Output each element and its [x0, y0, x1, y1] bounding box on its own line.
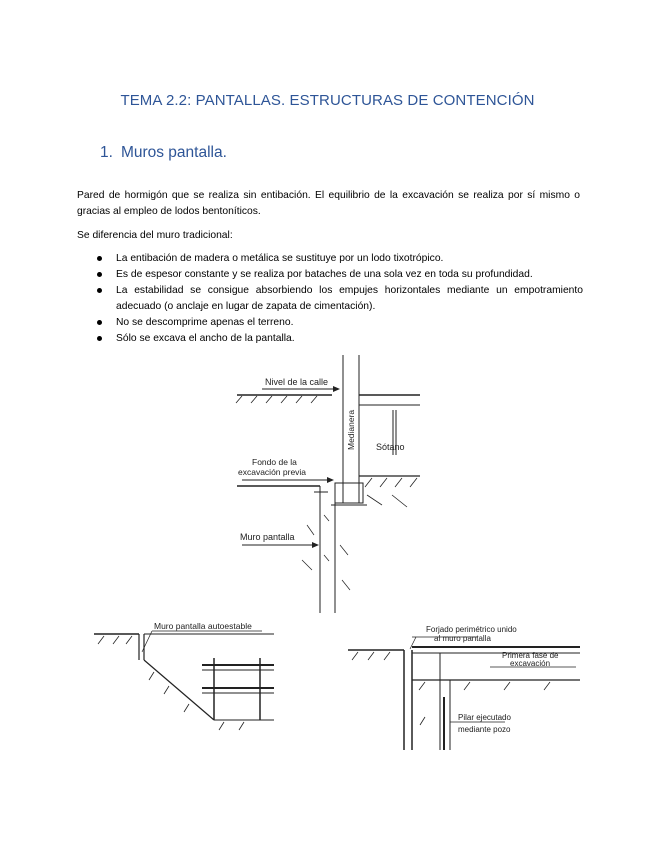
label-party-wall: Medianera [346, 409, 356, 450]
paragraph-intro: Se diferencia del muro tradicional: [77, 230, 233, 241]
list-item: La estabilidad se consigue absorbiendo los empujes horizontales mediante un empotramiento adecuado (o anclaje en lugar de zapata de cimentación). [95, 283, 583, 315]
label-pillar-1: Pilar ejecutado [458, 713, 511, 722]
label-self-supporting-wall: Muro pantalla autoestable [154, 622, 252, 631]
section-title: Muros pantalla. [120, 144, 227, 161]
label-slab-2: al muro pantalla [434, 634, 491, 643]
paragraph-definition: Pared de hormigón que se realiza sin entibación. El equilibrio de la excavación se realiza por sí mismo o gracias al empleo de lodos bentoníticos. [77, 190, 580, 217]
label-phase-1: Primera fase de [502, 651, 559, 660]
label-basement: Sótano [376, 442, 405, 452]
label-excavation-bottom-2: excavación previa [238, 467, 307, 477]
list-item: La entibación de madera o metálica se sustituye por un lodo tixotrópico. [95, 251, 583, 267]
label-slab-1: Forjado perimétrico unido [426, 625, 517, 634]
perimeter-slab-diagram [340, 622, 585, 752]
list-item: No se descomprime apenas el terreno. [95, 315, 583, 331]
label-pillar-2: mediante pozo [458, 725, 511, 734]
label-excavation-bottom-1: Fondo de la [252, 457, 297, 467]
label-retaining-wall: Muro pantalla [240, 532, 295, 542]
label-phase-2: excavación [510, 659, 551, 668]
section-number: 1. [100, 144, 113, 161]
section-heading [100, 144, 227, 162]
differences-list [95, 251, 583, 347]
list-item: Sólo se excava el ancho de la pantalla. [95, 331, 583, 347]
list-item: Es de espesor constante y se realiza por bataches de una sola vez en toda su profundidad. [95, 267, 583, 283]
self-supporting-wall-diagram [94, 622, 334, 750]
label-street-level: Nivel de la calle [265, 377, 329, 387]
retaining-wall-diagram [232, 355, 422, 613]
page-title: TEMA 2.2: PANTALLAS. ESTRUCTURAS DE CONTENCIÓN [120, 92, 535, 109]
